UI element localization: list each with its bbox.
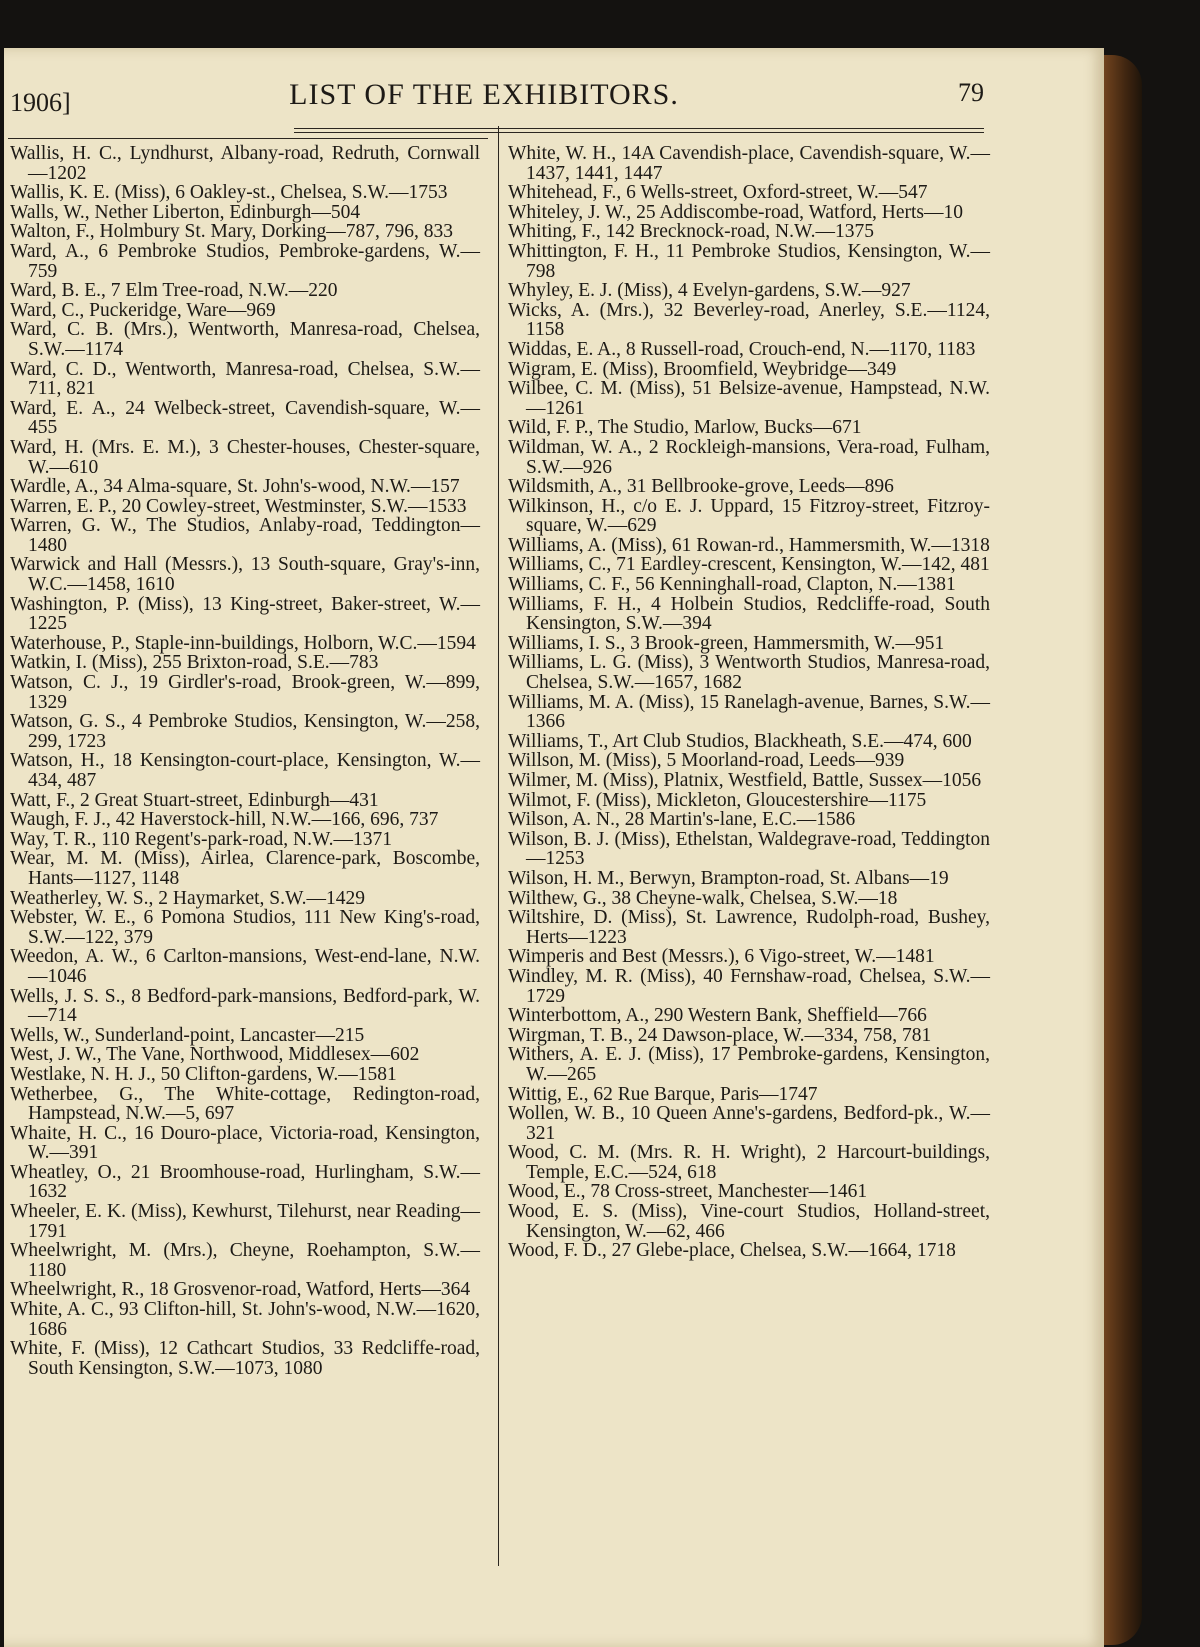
right-column xyxy=(508,144,990,1261)
exhibitor-entry: Wigram, E. (Miss), Broomfield, Weybridge—349 xyxy=(508,358,897,380)
exhibitor-entry: Whiting, F., 142 Brecknock-road, N.W.—1375 xyxy=(508,221,874,243)
exhibitor-entry: Wells, W., Sunderland-point, Lancaster—215 xyxy=(10,1024,365,1046)
exhibitor-entry: Weatherley, W. S., 2 Haymarket, S.W.—1429 xyxy=(10,887,365,909)
exhibitor-entry: West, J. W., The Vane, Northwood, Middlesex—602 xyxy=(10,1044,420,1066)
exhibitor-entry: Wild, F. P., The Studio, Marlow, Bucks—671 xyxy=(508,417,862,439)
book-page xyxy=(4,48,1104,1647)
exhibitor-entry: Wilson, A. N., 28 Martin's-lane, E.C.—1586 xyxy=(508,809,856,831)
exhibitor-entry: White, W. H., 14A Cavendish-place, Cavendish-square, W.—1437, 1441, 1447 xyxy=(508,143,990,184)
exhibitor-entry: Washington, P. (Miss), 13 King-street, Baker-street, W.—1225 xyxy=(10,593,480,635)
page-title: LIST OF THE EXHIBITORS. xyxy=(289,78,679,111)
page-number: 79 xyxy=(958,78,984,107)
exhibitor-entry: Wollen, W. B., 10 Queen Anne's-gardens, Bedford-pk., W.—321 xyxy=(508,1103,990,1144)
exhibitor-entry: Warren, E. P., 20 Cowley-street, Westminster, S.W.—1533 xyxy=(10,495,467,517)
page-header xyxy=(4,78,1104,126)
exhibitor-entry: Whitehead, F., 6 Wells-street, Oxford-street, W.—547 xyxy=(508,182,928,204)
exhibitor-entry: Ward, C. B. (Mrs.), Wentworth, Manresa-road, Chelsea, S.W.—1174 xyxy=(10,319,480,360)
exhibitor-entry: Williams, L. G. (Miss), 3 Wentworth Studios, Manresa-road, Chelsea, S.W.—1657, 1682 xyxy=(508,652,990,694)
exhibitor-entry: Westlake, N. H. J., 50 Clifton-gardens, W.—1581 xyxy=(10,1063,397,1085)
exhibitor-entry: Wimperis and Best (Messrs.), 6 Vigo-street, W.—1481 xyxy=(508,946,935,968)
header-rule xyxy=(294,128,984,133)
exhibitor-entry: Wiltshire, D. (Miss), St. Lawrence, Rudolph-road, Bushey, Herts—1223 xyxy=(508,907,990,948)
exhibitor-entry: Wells, J. S. S., 8 Bedford-park-mansions, Bedford-park, W.—714 xyxy=(10,985,480,1027)
exhibitor-entry: Wood, F. D., 27 Glebe-place, Chelsea, S.W.—1664, 1718 xyxy=(508,1240,956,1262)
exhibitor-entry: Ward, E. A., 24 Welbeck-street, Cavendish-square, W.—455 xyxy=(10,397,480,439)
exhibitor-entry: Webster, W. E., 6 Pomona Studios, 111 New King's-road, S.W.—122, 379 xyxy=(10,907,480,948)
exhibitor-entry: Williams, C. F., 56 Kenninghall-road, Clapton, N.—1381 xyxy=(508,574,956,596)
page-year: 1906] xyxy=(10,88,71,117)
exhibitor-entry: Way, T. R., 110 Regent's-park-road, N.W.—1371 xyxy=(10,828,392,850)
exhibitor-entry: Wittig, E., 62 Rue Barque, Paris—1747 xyxy=(508,1083,818,1105)
exhibitor-entry: Wicks, A. (Mrs.), 32 Beverley-road, Anerley, S.E.—1124, 1158 xyxy=(508,299,990,341)
exhibitor-entry: Walls, W., Nether Liberton, Edinburgh—504 xyxy=(10,201,361,223)
exhibitor-entry: Walton, F., Holmbury St. Mary, Dorking—787, 796, 833 xyxy=(10,221,454,243)
exhibitor-entry: Wilmer, M. (Miss), Platnix, Westfield, Battle, Sussex—1056 xyxy=(508,770,982,791)
exhibitor-entry: Wilson, H. M., Berwyn, Brampton-road, St. Albans—19 xyxy=(508,867,949,889)
exhibitor-entry: Wilson, B. J. (Miss), Ethelstan, Waldegrave-road, Teddington—1253 xyxy=(508,828,990,870)
exhibitor-entry: Wallis, H. C., Lyndhurst, Albany-road, Redruth, Cornwall—1202 xyxy=(10,143,480,184)
exhibitor-entry: Ward, C. D., Wentworth, Manresa-road, Chelsea, S.W.—711, 821 xyxy=(10,358,480,400)
exhibitor-entry: Williams, I. S., 3 Brook-green, Hammersmith, W.—951 xyxy=(508,632,945,654)
exhibitor-entry: Williams, C., 71 Eardley-crescent, Kensington, W.—142, 481 xyxy=(508,554,990,576)
exhibitor-entry: Wheeler, E. K. (Miss), Kewhurst, Tilehurst, near Reading—1791 xyxy=(10,1201,480,1242)
exhibitor-entry: Ward, C., Puckeridge, Ware—969 xyxy=(10,299,276,321)
exhibitor-entry: Wardle, A., 34 Alma-square, St. John's-wood, N.W.—157 xyxy=(10,476,460,498)
exhibitor-entry: Widdas, E. A., 8 Russell-road, Crouch-end, N.—1170, 1183 xyxy=(508,338,976,360)
exhibitor-entry: Whiteley, J. W., 25 Addiscombe-road, Watford, Herts—10 xyxy=(508,201,963,223)
left-column xyxy=(10,144,480,1378)
exhibitor-entry: Winterbottom, A., 290 Western Bank, Sheffield—766 xyxy=(508,1005,927,1027)
exhibitor-entry: Wheatley, O., 21 Broomhouse-road, Hurlingham, S.W.—1632 xyxy=(10,1161,480,1203)
exhibitor-entry: Wildman, W. A., 2 Rockleigh-mansions, Vera-road, Fulham, S.W.—926 xyxy=(508,436,990,478)
exhibitor-entry: Watt, F., 2 Great Stuart-street, Edinburgh—431 xyxy=(10,789,379,811)
exhibitor-entry: Wilbee, C. M. (Miss), 51 Belsize-avenue, Hampstead, N.W.—1261 xyxy=(508,378,990,419)
exhibitor-entry: Watson, H., 18 Kensington-court-place, Kensington, W.—434, 487 xyxy=(10,750,480,791)
exhibitor-entry: Wallis, K. E. (Miss), 6 Oakley-st., Chelsea, S.W.—1753 xyxy=(10,182,448,204)
exhibitor-entry: Wirgman, T. B., 24 Dawson-place, W.—334, 758, 781 xyxy=(508,1024,932,1046)
exhibitor-entry: Wood, E., 78 Cross-street, Manchester—1461 xyxy=(508,1181,868,1203)
exhibitor-entry: Watson, G. S., 4 Pembroke Studios, Kensington, W.—258, 299, 1723 xyxy=(10,711,480,752)
exhibitor-entry: Warren, G. W., The Studios, Anlaby-road, Teddington—1480 xyxy=(10,515,480,556)
column-divider xyxy=(498,126,499,1566)
exhibitor-entry: Ward, A., 6 Pembroke Studios, Pembroke-gardens, W.—759 xyxy=(10,240,480,282)
exhibitor-entry: Waugh, F. J., 42 Haverstock-hill, N.W.—166, 696, 737 xyxy=(10,809,439,831)
exhibitor-entry: Williams, A. (Miss), 61 Rowan-rd., Hammersmith, W.—1318 xyxy=(508,534,990,556)
exhibitor-entry: Wear, M. M. (Miss), Airlea, Clarence-park, Boscombe, Hants—1127, 1148 xyxy=(10,848,480,889)
exhibitor-entry: Wetherbee, G., The White-cottage, Redington-road, Hampstead, N.W.—5, 697 xyxy=(10,1083,480,1125)
exhibitor-entry: Waterhouse, P., Staple-inn-buildings, Holborn, W.C.—1594 xyxy=(10,632,476,654)
exhibitor-entry: Williams, T., Art Club Studios, Blackheath, S.E.—474, 600 xyxy=(508,730,972,752)
exhibitor-entry: Ward, H. (Mrs. E. M.), 3 Chester-houses, Chester-square, W.—610 xyxy=(10,436,480,478)
exhibitor-entry: Williams, F. H., 4 Holbein Studios, Redcliffe-road, South Kensington, S.W.—394 xyxy=(508,593,990,635)
column-rule xyxy=(8,138,488,141)
exhibitor-entry: Windley, M. R. (Miss), 40 Fernshaw-road, Chelsea, S.W.—1729 xyxy=(508,965,990,1007)
exhibitor-entry: Weedon, A. W., 6 Carlton-mansions, West-end-lane, N.W.—1046 xyxy=(10,946,480,987)
exhibitor-entry: Warwick and Hall (Messrs.), 13 South-square, Gray's-inn, W.C.—1458, 1610 xyxy=(10,554,480,596)
exhibitor-entry: Withers, A. E. J. (Miss), 17 Pembroke-gardens, Kensington, W.—265 xyxy=(508,1044,990,1085)
exhibitor-entry: Williams, M. A. (Miss), 15 Ranelagh-avenue, Barnes, S.W.—1366 xyxy=(508,691,990,733)
exhibitor-entry: Wilmot, F. (Miss), Mickleton, Gloucestershire—1175 xyxy=(508,789,927,811)
exhibitor-entry: Ward, B. E., 7 Elm Tree-road, N.W.—220 xyxy=(10,280,338,302)
exhibitor-entry: White, F. (Miss), 12 Cathcart Studios, 33 Redcliffe-road, South Kensington, S.W.—1073, 1080 xyxy=(10,1338,480,1379)
exhibitor-entry: Whaite, H. C., 16 Douro-place, Victoria-road, Kensington, W.—391 xyxy=(10,1122,480,1164)
exhibitor-entry: Watkin, I. (Miss), 255 Brixton-road, S.E.—783 xyxy=(10,652,379,674)
exhibitor-entry: Wood, E. S. (Miss), Vine-court Studios, Holland-street, Kensington, W.—62, 466 xyxy=(508,1201,990,1242)
exhibitor-entry: Whittington, F. H., 11 Pembroke Studios, Kensington, W.—798 xyxy=(508,240,990,282)
exhibitor-entry: Wheelwright, R., 18 Grosvenor-road, Watford, Herts—364 xyxy=(10,1279,471,1301)
exhibitor-entry: Wilthew, G., 38 Cheyne-walk, Chelsea, S.W.—18 xyxy=(508,887,898,909)
exhibitor-entry: Wilkinson, H., c/o E. J. Uppard, 15 Fitzroy-street, Fitzroy-square, W.—629 xyxy=(508,495,990,537)
exhibitor-entry: Wood, C. M. (Mrs. R. H. Wright), 2 Harcourt-buildings, Temple, E.C.—524, 618 xyxy=(508,1142,990,1183)
exhibitor-entry: White, A. C., 93 Clifton-hill, St. John's-wood, N.W.—1620, 1686 xyxy=(10,1299,480,1340)
exhibitor-entry: Watson, C. J., 19 Girdler's-road, Brook-green, W.—899, 1329 xyxy=(10,672,480,713)
exhibitor-entry: Wildsmith, A., 31 Bellbrooke-grove, Leeds—896 xyxy=(508,476,894,498)
exhibitor-entry: Whyley, E. J. (Miss), 4 Evelyn-gardens, S.W.—927 xyxy=(508,280,911,302)
exhibitor-entry: Wheelwright, M. (Mrs.), Cheyne, Roehampton, S.W.—1180 xyxy=(10,1240,480,1281)
exhibitor-entry: Willson, M. (Miss), 5 Moorland-road, Leeds—939 xyxy=(508,750,905,772)
